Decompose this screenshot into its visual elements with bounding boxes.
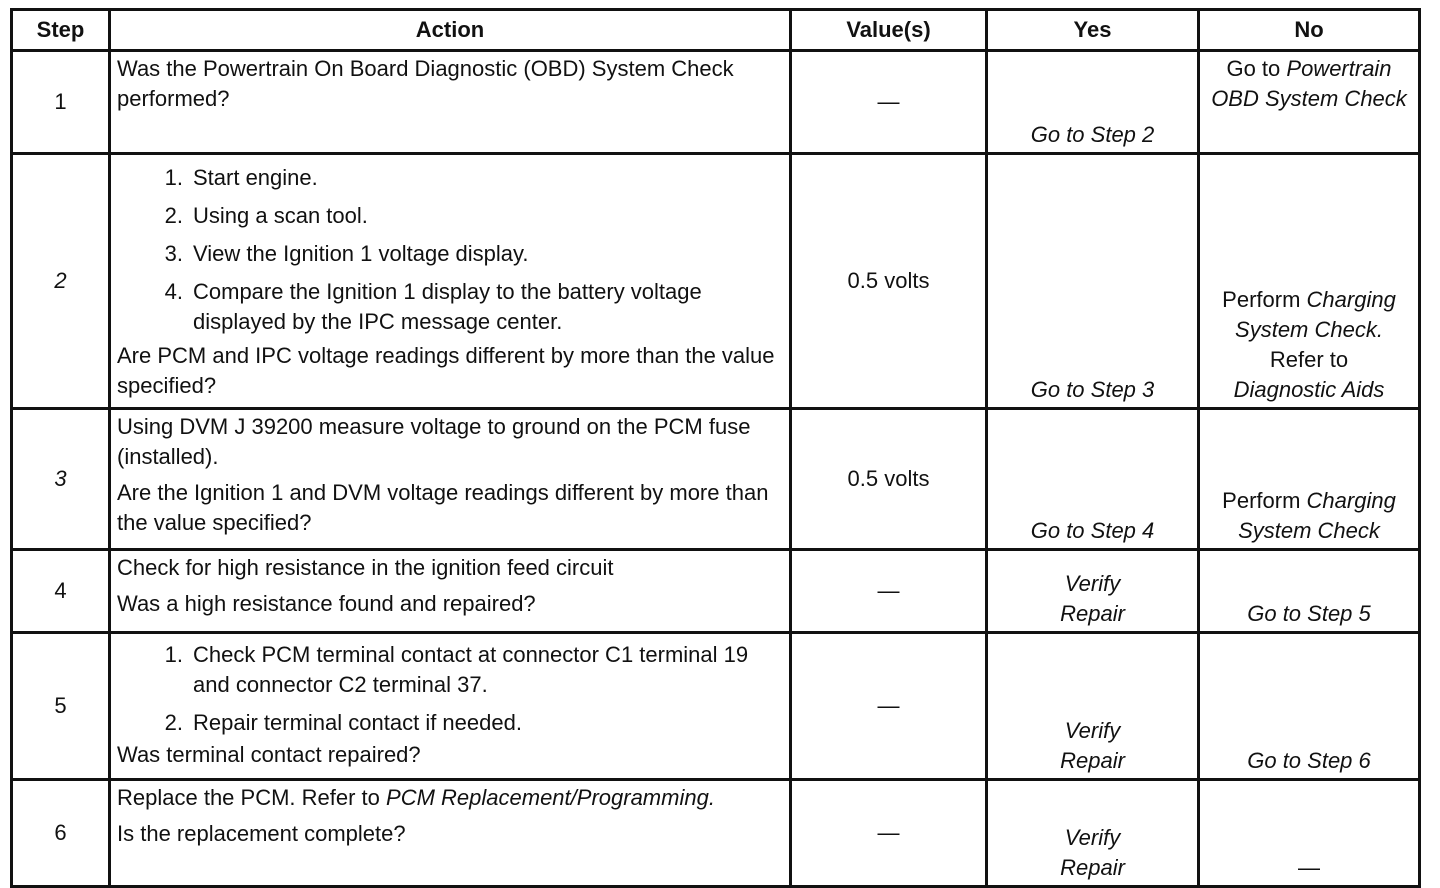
action-prefix: Replace the PCM. Refer to [117, 785, 380, 810]
no-cell [1199, 154, 1420, 409]
value-cell: — [791, 633, 987, 780]
no-prefix: Go to [1226, 56, 1281, 81]
action-cell [110, 51, 791, 154]
no-cell [1199, 51, 1420, 154]
table-row [12, 51, 1420, 154]
no-cell: Go to Step 5 [1199, 550, 1420, 633]
header-step: Step [12, 10, 110, 51]
value-cell: 0.5 volts [791, 409, 987, 550]
header-values: Value(s) [791, 10, 987, 51]
yes-cell: Verify Repair [987, 780, 1199, 887]
list-item: 1. Start engine. [164, 165, 318, 190]
list-item: 2. Repair terminal contact if needed. [164, 710, 522, 735]
table-row [12, 409, 1420, 550]
step-number: 2 [12, 154, 110, 409]
action-text: Check for high resistance in the ignition feed circuit [117, 555, 614, 580]
action-question: Was terminal contact repaired? [117, 742, 421, 767]
no-cell: Go to Step 6 [1199, 633, 1420, 780]
value-cell: 0.5 volts [791, 154, 987, 409]
no-reference-2: Diagnostic Aids [1233, 377, 1385, 402]
action-cell [110, 780, 791, 887]
header-no: No [1199, 10, 1420, 51]
action-text: Was the Powertrain On Board Diagnostic (OBD) System Check performed? [117, 56, 734, 111]
value-cell: — [791, 780, 987, 887]
action-cell [110, 409, 791, 550]
value-cell: — [791, 51, 987, 154]
step-number: 4 [12, 550, 110, 633]
yes-cell: Go to Step 4 [987, 409, 1199, 550]
table-row [12, 780, 1420, 887]
table-row [12, 154, 1420, 409]
yes-cell: Verify Repair [987, 633, 1199, 780]
no-cell: — [1199, 780, 1420, 887]
step-number: 3 [12, 409, 110, 550]
list-item: 4. Compare the Ignition 1 display to the battery voltage displayed by the IPC message center. [164, 279, 702, 334]
action-cell [110, 154, 791, 409]
action-question: Are PCM and IPC voltage readings different by more than the value specified? [117, 343, 775, 398]
table-row [12, 633, 1420, 780]
no-cell [1199, 409, 1420, 550]
header-action: Action [110, 10, 791, 51]
header-yes: Yes [987, 10, 1199, 51]
diagnostic-table [10, 8, 1421, 888]
action-question: Was a high resistance found and repaired? [117, 591, 536, 616]
table-row [12, 550, 1420, 633]
action-reference: PCM Replacement/Programming. [386, 785, 715, 810]
action-list [117, 640, 783, 738]
step-number: 1 [12, 51, 110, 154]
yes-cell: Go to Step 2 [987, 51, 1199, 154]
no-reference: Charging System Check. [1235, 287, 1396, 342]
action-cell [110, 550, 791, 633]
no-reference: Charging System Check [1238, 488, 1396, 543]
step-number: 6 [12, 780, 110, 887]
no-reference: Powertrain OBD System Check [1211, 56, 1407, 111]
no-refer: Refer to [1269, 347, 1349, 372]
no-prefix: Perform [1222, 287, 1301, 312]
action-question: Are the Ignition 1 and DVM voltage readings different by more than the value specified? [117, 480, 769, 535]
action-text: Using DVM J 39200 measure voltage to ground on the PCM fuse (installed). [117, 414, 751, 469]
list-item: 3. View the Ignition 1 voltage display. [164, 241, 529, 266]
list-item: 1. Check PCM terminal contact at connector C1 terminal 19 and connector C2 terminal 37. [164, 642, 749, 697]
yes-cell: Verify Repair [987, 550, 1199, 633]
list-item: 2. Using a scan tool. [164, 203, 368, 228]
yes-cell: Go to Step 3 [987, 154, 1199, 409]
action-list [117, 163, 783, 337]
action-question: Is the replacement complete? [117, 821, 406, 846]
header-row [12, 10, 1420, 51]
value-cell: — [791, 550, 987, 633]
no-prefix: Perform [1222, 488, 1301, 513]
step-number: 5 [12, 633, 110, 780]
action-text [117, 783, 783, 813]
action-cell [110, 633, 791, 780]
